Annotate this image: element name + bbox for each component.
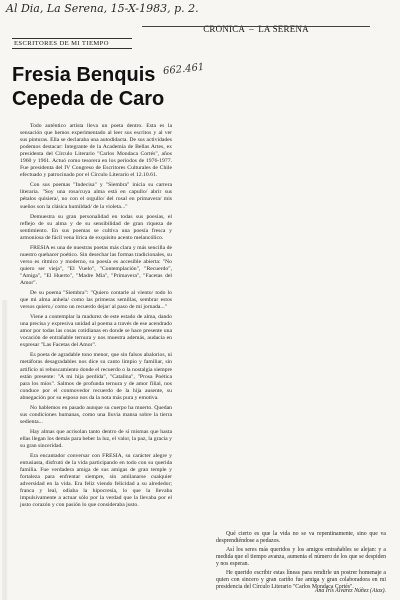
section-rule-bottom xyxy=(12,48,132,49)
section-label: ESCRITORES DE MI TIEMPO xyxy=(14,40,109,47)
body-paragraph: Con sus poemas "Indecisa" y "Siembra" inicia su carrera literaria. "Soy una rosa/cuya alma está en capullo/ abrir sus pétalos quisiera/, no con el orgullo/ del rosal en primavera/ mis sueños son la clásica humildad/ de la violeta..." xyxy=(20,182,172,210)
header-separator: – xyxy=(249,24,254,34)
closing-paragraph: Qué cierto es que la vida no se va repentinamente, sino que va desprendiéndose a pedazos. xyxy=(216,531,386,544)
body-paragraph: Demuestra su gran personalidad en todas sus poesías, el reflejo de su alma y de su sensibilidad de gran riqueza de sentimiento. En sus poemas se cultiva una poesía fresca y armoniosa de fácil vena lírica de exquisito acento melancólico. xyxy=(20,213,172,241)
header-right: LA SERENA xyxy=(258,24,309,34)
author-signature: Ana Iris Alvarez Núñez (Aiax). xyxy=(314,588,386,594)
closing-paragraph: Así los seres más queridos y los amigos entrañables se alejan: y a medida que el tiempo avanza, aumenta el número de los que se despiden y nos esperan. xyxy=(216,547,386,567)
body-paragraph: Viene a contemplar la madurez de este estado de alma, dando una precisa y expresiva unidad al poema a través de ese acendrado amor por todas las cosas cotidianas en donde se hace presente una vocación de entrañable ternura y nos muestra además, audacia en expresar "Las Facetas del Amor". xyxy=(20,314,172,349)
body-paragraph: No hablemos en pasado aunque su cuerpo ha muerto. Quedan sus condiciones humanas, como una lluvia mansa sobre la tierra sedienta... xyxy=(20,404,172,425)
section-bar xyxy=(12,38,132,49)
handwritten-catalog-number: 662.461 xyxy=(162,61,205,78)
scan-margin-shadow xyxy=(2,300,8,600)
closing-paragraph: He querido escribir estas líneas para rendirle un postrer homenaje a quien con sincero y gran cariño fue amiga y gran colaboradora en mi presidencia del Círculo Literario "Carlos Mondaca Cortés". xyxy=(216,570,386,590)
article-body xyxy=(20,123,172,512)
body-paragraph: Hay almas que acrisolan tanto dentro de sí mismas que hasta ellas llegan los demás para beber la luz, el valor, la paz, la gracia y su gran sinceridad. xyxy=(20,428,172,449)
handwritten-source-note: Al Dia, La Serena, 15-X-1983, p. 2. xyxy=(6,2,199,15)
header-rule xyxy=(142,26,370,27)
body-paragraph: Es poeta de agradable tono menor, que sin falsos abalorios, ni metáforas desagradables nos dice su canto limpio y familiar, sin artificio ni rebuscamiento donde el recuerdo o la nostalgia siempre están presente: "A mi hija perdida", "Catalina", "Prosa Poética para los míos". Salmos de profunda ternura y de amor filial, nos conduce por el conmovedor recuerdo de la hija ausente, su abnegación por su esposo nos da la nota más pura y emotiva. xyxy=(20,352,172,401)
title-line-2: Cepeda de Caro xyxy=(12,88,165,110)
body-paragraph: De su poema "Siembra": "Quiero contarle al viento/ todo lo que mi alma anhela/ como las primeras semillas, sembrar estos versos quiero,/ como un recuerdo dejar/ al paso de mi jornada..." xyxy=(20,290,172,311)
title-line-1: Fresia Benquis xyxy=(12,64,156,86)
body-paragraph: Era encantador conversar con FRESIA, su carácter alegre y entusiasta, disfrutó de la vida participando en todo con su querida familia. Fue verdadera amiga de sus amigas de gran temple y fortaleza para enfrentar siempre, sin amilanarse cualquier adversidad en la vida. Era feliz viendo felicidad a su alrededor; franca y leal, odiaba la hipocresía, lo que la llevaba impulsivamente a actuar sólo por la verdad que la llevaba por el justo corazón y con pasión lo que consideraba justo. xyxy=(20,453,172,509)
header-left: CRONICA xyxy=(203,24,245,34)
article-closing-column xyxy=(216,531,386,593)
body-paragraph: Todo auténtico artista lleva un poeta dentro. Esta es la sensación que hemos experimentado al leer sus escritos y al ver sus pinturas. Ella se declaraba una autodidacta. De sus actividades podemos destacar: Integrante de la Academia de Bellas Artes, ex presidenta del Círculo Literario "Carlos Mondaca Cortés", años 1960 y 1961. Actuó como tesorera en los períodos de 1976-1977. Fue presidenta del IV Congreso de Escritores Culturales de Chile efectuado y patrocinado por el Círculo Literario el 12.10.61. xyxy=(20,123,172,179)
body-paragraph: FRESIA es una de nuestras poetas más clara y más sencilla de nuestro quehacer poético. Sin desechar las formas tradicionales, su verso es rítmico y moderno, su poesía es accesible abierta: "No quiero ser vieja", "El Vuelo", "Contemplación", "Recuerdo", "Amiga", "El Huerto", "Madre Mía", "Primavera", "Facetas del Amor". xyxy=(20,244,172,286)
